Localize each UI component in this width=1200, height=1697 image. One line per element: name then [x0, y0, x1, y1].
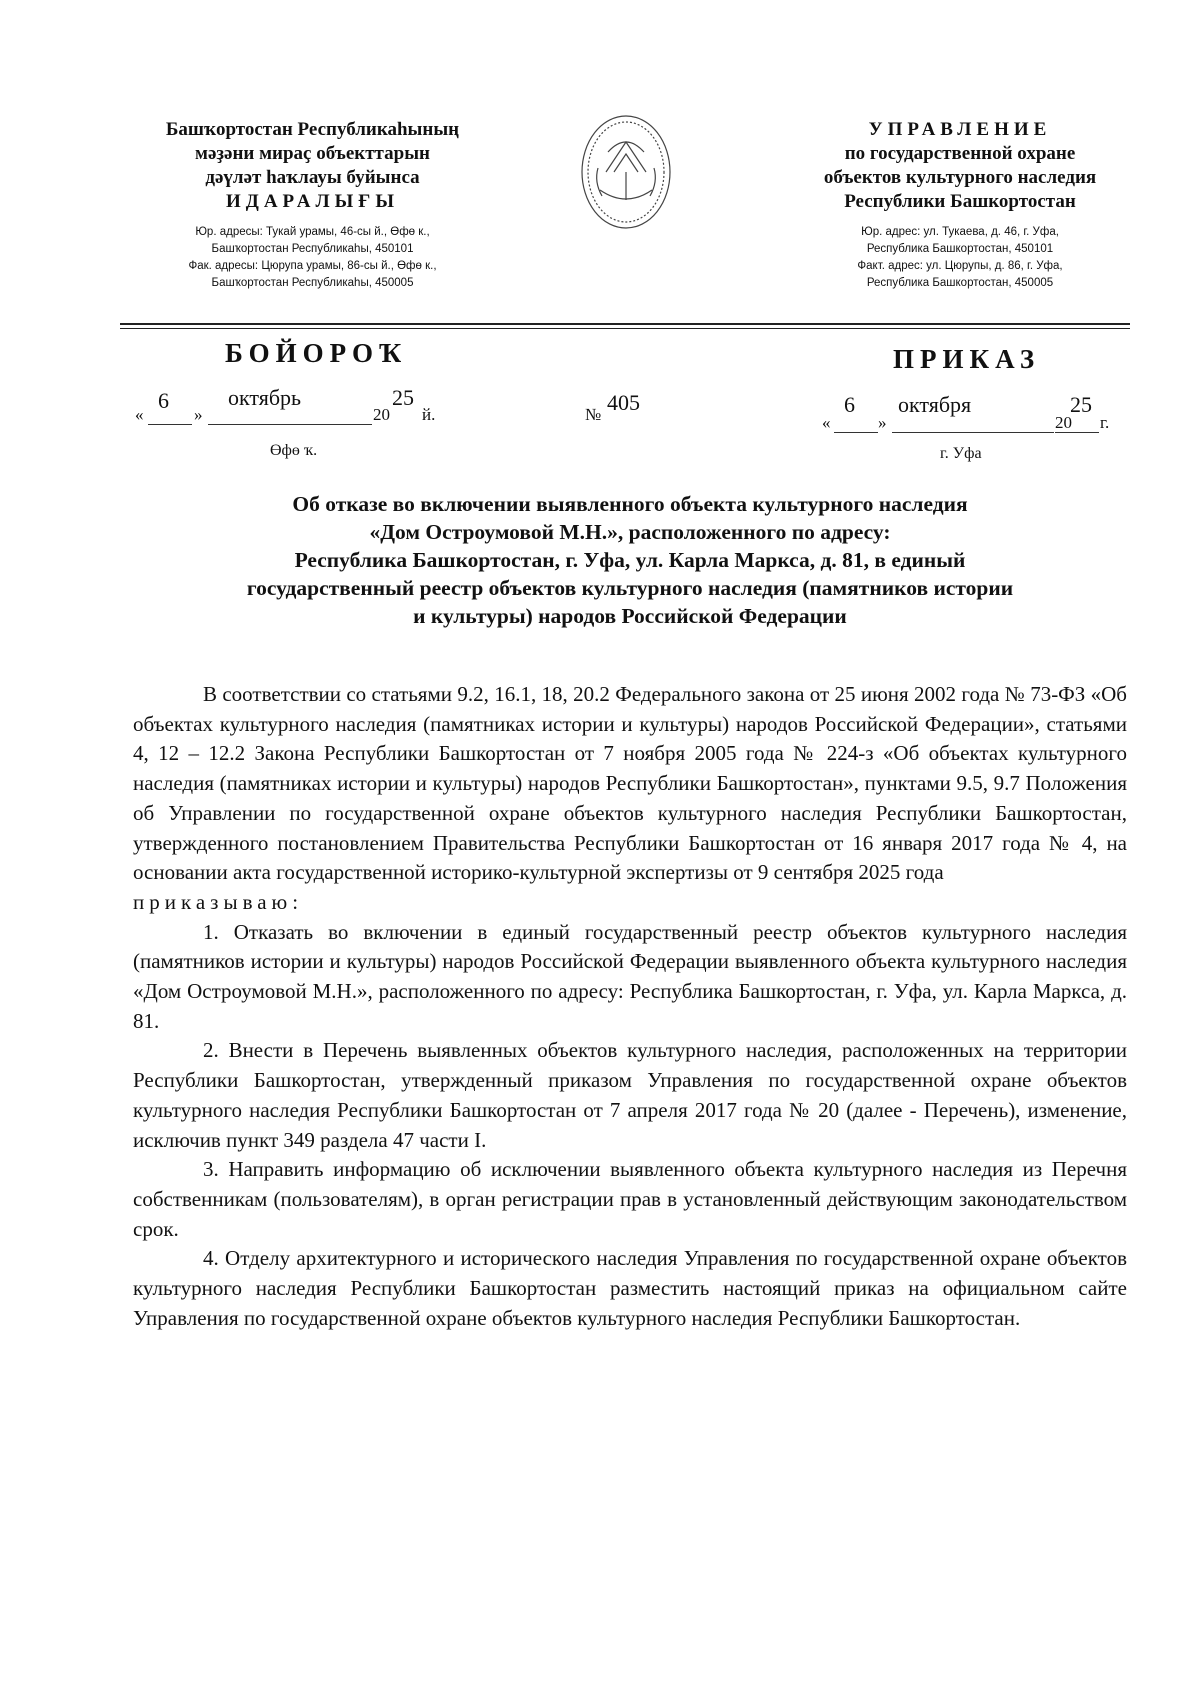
item-1: 1. Отказать во включении в единый государственный реестр объектов культурного наследия (памятников истории и культуры) народов Российской Федерации выявленного объекта культурного наследия «Дом Остроумовой М.Н.», расположенного по адресу: Республика Башкортостан, г. Уфа, ул. Карла Маркса, д. 81.	[133, 919, 1127, 1033]
header-right-addr2: Республика Башкортостан, 450101	[866, 243, 1054, 255]
header-right-addr4: Республика Башкортостан, 450005	[866, 277, 1054, 289]
header-left-addr4: Башҡортостан Республикаһы, 450005	[211, 277, 414, 289]
item-4: 4. Отделу архитектурного и исторического наследия Управления по государственной охране объектов культурного наследия Республики Башкортостан разместить настоящий приказ на официальном сайте Управления по государственной охране объектов культурного наследия Республики Башкортостан.	[133, 1246, 1127, 1330]
title-line2: «Дом Остроумовой М.Н.», расположенного по адресу:	[369, 520, 891, 544]
header-right-address	[795, 224, 1125, 292]
item-2: 2. Внести в Перечень выявленных объектов культурного наследия, расположенных на территории Республики Башкортостан, утвержденный приказом Управления по государственной охране объектов культурного наследия Республики Башкортостан от 7 апреля 2017 года № 20 (далее - Перечень), изменение, исключив пункт 349 раздела 47 части I.	[133, 1038, 1127, 1152]
header-left-line2: мәҙәни мираҫ объекттарын	[195, 143, 430, 164]
order-word: приказываю:	[133, 889, 304, 914]
place-left: Өфө ҡ.	[270, 442, 318, 459]
date-right-suffix: г.	[1100, 413, 1110, 432]
header-right-block	[795, 118, 1125, 292]
header-left-line3: дәүләт һаҡлауы буйынса	[205, 167, 420, 188]
header-divider-thick	[120, 323, 1130, 325]
header-right-line2: по государственной охране	[844, 143, 1076, 164]
order-number: 405	[607, 390, 640, 415]
header-left-block	[120, 118, 505, 292]
item-3: 3. Направить информацию об исключении выявленного объекта культурного наследия из Перечня собственникам (пользователям), в орган регистрации прав в установленный действующим законодательством срок.	[133, 1157, 1127, 1241]
date-left-day: 6	[158, 388, 169, 413]
header-left-line1: Башҡортостан Республикаһының	[165, 119, 460, 140]
header-right-line3: объектов культурного наследия	[823, 167, 1097, 188]
doc-type-right: ПРИКАЗ	[893, 344, 1041, 374]
date-left-day-line	[148, 424, 192, 425]
date-right-month-line	[892, 432, 1054, 433]
place-right: г. Уфа	[940, 445, 982, 462]
date-left-month-line	[208, 424, 372, 425]
title-line1: Об отказе во включении выявленного объекта культурного наследия	[292, 492, 968, 516]
preamble-paragraph: В соответствии со статьями 9.2, 16.1, 18, 20.2 Федерального закона от 25 июня 2002 года № 73-ФЗ «Об объектах культурного наследия (памятниках истории и культуры) народов Российской Федерации», статьями 4, 12 – 12.2 Закона Республики Башкортостан от 7 ноября 2005 года № 224-з «Об объектах культурного наследия (памятниках истории и культуры) народов Республики Башкортостан», пунктами 9.5, 9.7 Положения об Управлении по государственной охране объектов культурного наследия Республики Башкортостан, утвержденного постановлением Правительства Республики Башкортостан от 16 января 2017 года № 4, на основании акта государственной историко-культурной экспертизы от 9 сентября 2025 года	[133, 682, 1127, 885]
date-left-close-quote: »	[194, 405, 203, 424]
date-right-day: 6	[844, 392, 855, 417]
emblem-icon	[578, 112, 674, 232]
date-right-close-quote: »	[878, 413, 887, 432]
header-left-addr1: Юр. адресы: Тукай урамы, 46-сы й., Өфө к.,	[195, 226, 430, 238]
doc-type-left: БОЙОРОҠ	[225, 338, 408, 368]
date-right-year-prefix: 20	[1055, 413, 1072, 432]
date-left-open-quote: «	[135, 405, 144, 424]
date-left-month: октябрь	[228, 385, 302, 410]
date-right-year-line	[1055, 432, 1099, 433]
header-right-addr3: Факт. адрес: ул. Цюрупы, д. 86, г. Уфа,	[857, 260, 1063, 272]
date-right-year: 25	[1070, 392, 1092, 417]
date-right-month: октября	[898, 392, 972, 417]
header-left-org: ИДАРАЛЫҒЫ	[225, 191, 400, 212]
header-right-org: УПРАВЛЕНИЕ	[868, 119, 1052, 140]
title-line4: государственный реестр объектов культурного наследия (памятников истории	[246, 576, 1014, 600]
date-right-day-line	[834, 432, 878, 433]
date-right-open-quote: «	[822, 413, 831, 432]
title-line5: и культуры) народов Российской Федерации	[413, 604, 847, 628]
date-left-suffix: й.	[422, 405, 436, 424]
document-body	[133, 680, 1127, 1333]
title-line3: Республика Башкортостан, г. Уфа, ул. Карла Маркса, д. 81, в единый	[294, 548, 966, 572]
header-left-address	[120, 224, 505, 292]
document-title	[135, 490, 1125, 630]
date-left-year: 25	[392, 385, 414, 410]
header-right-line4: Республики Башкортостан	[844, 191, 1076, 212]
header-left-addr2: Башҡортостан Республикаһы, 450101	[211, 243, 414, 255]
header-right-addr1: Юр. адрес: ул. Тукаева, д. 46, г. Уфа,	[861, 226, 1059, 238]
header-left-addr3: Фак. адресы: Цюрупа урамы, 86-сы й., Өфө к.,	[188, 260, 437, 272]
order-number-sign: №	[585, 405, 602, 424]
date-left-year-prefix: 20	[373, 405, 390, 424]
header-divider-thin	[120, 328, 1130, 329]
